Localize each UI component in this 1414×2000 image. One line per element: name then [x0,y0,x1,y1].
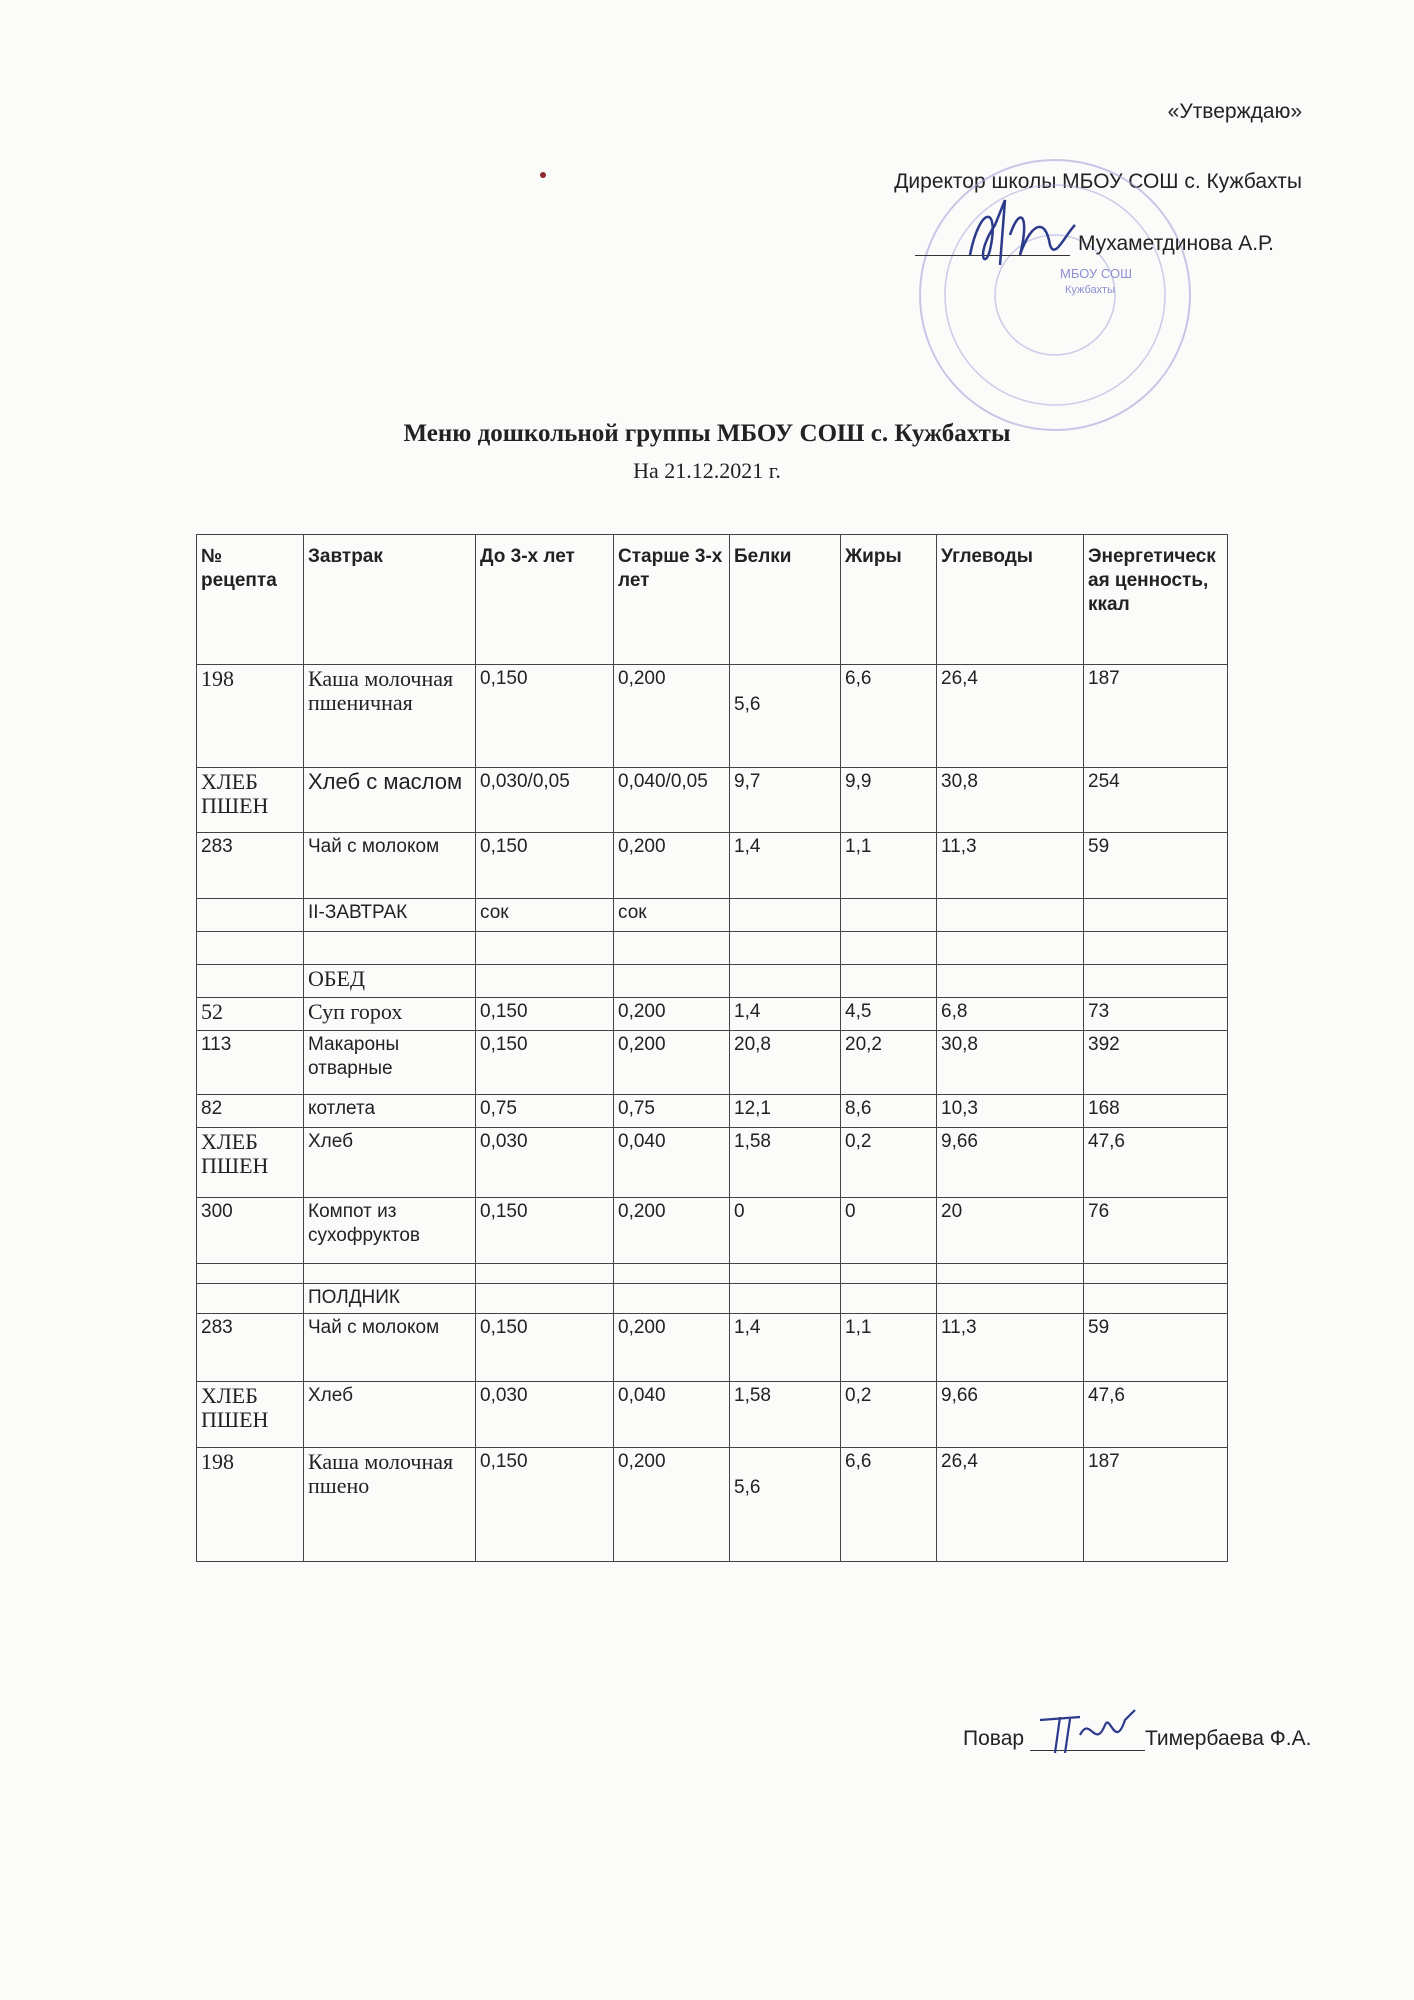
table-cell [1084,899,1228,932]
table-row [197,1314,1228,1382]
table-cell [614,932,730,965]
table-cell: 0,150 [476,665,614,768]
table-cell: Суп горох [304,998,476,1031]
table-cell: 0,150 [476,1031,614,1095]
table-cell: 5,6 [730,665,841,768]
table-cell: 0,150 [476,1198,614,1264]
table-cell: 1,4 [730,1314,841,1382]
table-row [197,965,1228,998]
seal-text-1: МБОУ СОШ [1060,266,1133,281]
table-cell: 30,8 [937,768,1084,833]
table-cell: 392 [1084,1031,1228,1095]
table-cell: 47,6 [1084,1128,1228,1198]
table-cell [841,1264,937,1284]
table-cell: 0,150 [476,998,614,1031]
ink-dot [540,172,546,178]
table-cell [730,932,841,965]
table-cell: 12,1 [730,1095,841,1128]
table-cell [1084,1284,1228,1314]
table-row [197,1198,1228,1264]
page-title: Меню дошкольной группы МБОУ СОШ с. Кужбахты [403,420,1011,447]
table-cell: 0,030/0,05 [476,768,614,833]
table-cell: 47,6 [1084,1382,1228,1448]
table-row [197,1095,1228,1128]
table-cell: 1,4 [730,833,841,899]
table-cell [614,965,730,998]
table-cell: 5,6 [730,1448,841,1562]
table-cell: ХЛЕБ ПШЕН [197,1382,304,1448]
table-cell [476,1284,614,1314]
table-cell: 73 [1084,998,1228,1031]
table-cell: 76 [1084,1198,1228,1264]
school-seal [910,150,1200,440]
menu-date: На 21.12.2021 г. [633,458,781,483]
table-cell: сок [476,899,614,932]
table-cell: 187 [1084,1448,1228,1562]
table-cell: 0,2 [841,1382,937,1448]
table-cell: 0,040/0,05 [614,768,730,833]
cook-name: Тимербаева Ф.А. [1145,1727,1312,1750]
col-header-over-3: Старше 3-х лет [614,535,730,665]
table-cell [730,965,841,998]
table-cell: Хлеб [304,1128,476,1198]
table-cell [937,899,1084,932]
table-cell: ОБЕД [304,965,476,998]
table-cell [197,1284,304,1314]
table-cell [1084,932,1228,965]
table-row [197,665,1228,768]
table-cell: 9,9 [841,768,937,833]
table-cell [197,932,304,965]
table-cell: 20,2 [841,1031,937,1095]
col-header-carbs: Углеводы [937,535,1084,665]
table-cell: 9,66 [937,1382,1084,1448]
col-header-under-3: До 3-х лет [476,535,614,665]
table-row [197,932,1228,965]
table-cell: Хлеб [304,1382,476,1448]
table-cell: 1,1 [841,833,937,899]
menu-table [196,534,1228,1562]
table-cell: 0,030 [476,1128,614,1198]
table-cell [841,899,937,932]
table-cell: 0,75 [476,1095,614,1128]
table-cell: 1,58 [730,1382,841,1448]
table-cell: 26,4 [937,665,1084,768]
table-cell: 20 [937,1198,1084,1264]
table-cell: 283 [197,1314,304,1382]
table-cell: 1,4 [730,998,841,1031]
table-cell: 254 [1084,768,1228,833]
cook-signature [1035,1705,1145,1760]
table-cell [730,899,841,932]
table-row [197,1264,1228,1284]
table-cell: 0 [730,1198,841,1264]
table-cell [304,1264,476,1284]
table-row [197,1284,1228,1314]
table-cell [197,965,304,998]
table-cell: 0,150 [476,1314,614,1382]
table-cell: 0,040 [614,1382,730,1448]
table-cell: Чай с молоком [304,1314,476,1382]
table-cell: 6,8 [937,998,1084,1031]
table-cell: 0,200 [614,833,730,899]
table-cell [614,1264,730,1284]
table-row [197,833,1228,899]
table-cell: 8,6 [841,1095,937,1128]
table-row [197,998,1228,1031]
table-cell [197,899,304,932]
cook-label: Повар [963,1727,1025,1750]
table-row [197,1031,1228,1095]
col-header-protein: Белки [730,535,841,665]
table-cell [730,1264,841,1284]
table-cell: ХЛЕБ ПШЕН [197,1128,304,1198]
table-cell: II-ЗАВТРАК [304,899,476,932]
table-row [197,1128,1228,1198]
table-cell: 59 [1084,1314,1228,1382]
table-cell: 20,8 [730,1031,841,1095]
table-cell: 82 [197,1095,304,1128]
col-header-energy: Энергетическая ценность, ккал [1084,535,1228,665]
col-header-fat: Жиры [841,535,937,665]
table-cell: 0,75 [614,1095,730,1128]
table-cell: Хлеб с маслом [304,768,476,833]
table-cell: 30,8 [937,1031,1084,1095]
table-cell: 0,040 [614,1128,730,1198]
table-cell: Макароны отварные [304,1031,476,1095]
table-cell: 0,200 [614,1314,730,1382]
table-cell: 6,6 [841,665,937,768]
col-header-meal: Завтрак [304,535,476,665]
table-cell: 11,3 [937,1314,1084,1382]
table-cell: 113 [197,1031,304,1095]
table-cell: 0 [841,1198,937,1264]
table-cell: 0,030 [476,1382,614,1448]
table-cell: ПОЛДНИК [304,1284,476,1314]
table-cell [1084,965,1228,998]
table-cell [197,1264,304,1284]
col-header-recipe: № рецепта [197,535,304,665]
table-cell: Компот из сухофруктов [304,1198,476,1264]
table-cell [476,965,614,998]
director-signature [960,195,1080,275]
table-cell: 1,58 [730,1128,841,1198]
table-header-row [197,535,1228,665]
table-cell [841,965,937,998]
table-cell: 198 [197,1448,304,1562]
table-cell: 0,200 [614,1031,730,1095]
table-cell: котлета [304,1095,476,1128]
table-cell: Каша молочная пшено [304,1448,476,1562]
table-cell: 9,66 [937,1128,1084,1198]
seal-text-2: Кужбахты [1065,284,1115,296]
table-cell: 168 [1084,1095,1228,1128]
table-row [197,1382,1228,1448]
table-cell: 0,150 [476,833,614,899]
table-cell: 0,200 [614,1198,730,1264]
table-cell: 0,150 [476,1448,614,1562]
table-cell [937,965,1084,998]
table-cell: 300 [197,1198,304,1264]
table-cell: 4,5 [841,998,937,1031]
table-cell: 10,3 [937,1095,1084,1128]
table-cell [614,1284,730,1314]
table-cell: 6,6 [841,1448,937,1562]
table-cell: 52 [197,998,304,1031]
table-cell: 9,7 [730,768,841,833]
table-cell [937,1284,1084,1314]
table-cell: 0,200 [614,998,730,1031]
approval-header: «Утверждаю» [1167,100,1302,123]
table-cell: Чай с молоком [304,833,476,899]
table-cell: 1,1 [841,1314,937,1382]
table-row [197,1448,1228,1562]
table-cell [937,932,1084,965]
table-cell: 26,4 [937,1448,1084,1562]
director-name: Мухаметдинова А.Р. [1078,232,1274,255]
table-row [197,768,1228,833]
table-cell [730,1284,841,1314]
table-cell: Каша молочная пшеничная [304,665,476,768]
table-cell: 59 [1084,833,1228,899]
table-cell [937,1264,1084,1284]
table-cell: 0,200 [614,665,730,768]
director-title: Директор школы МБОУ СОШ с. Кужбахты [894,170,1302,193]
table-cell: ХЛЕБ ПШЕН [197,768,304,833]
table-cell [304,932,476,965]
table-cell [841,932,937,965]
table-cell [1084,1264,1228,1284]
table-cell: 198 [197,665,304,768]
table-cell: 0,200 [614,1448,730,1562]
table-cell: 0,2 [841,1128,937,1198]
table-cell: сок [614,899,730,932]
table-cell [476,932,614,965]
table-cell [476,1264,614,1284]
table-row [197,899,1228,932]
table-cell: 187 [1084,665,1228,768]
table-cell: 283 [197,833,304,899]
table-cell: 11,3 [937,833,1084,899]
table-cell [841,1284,937,1314]
